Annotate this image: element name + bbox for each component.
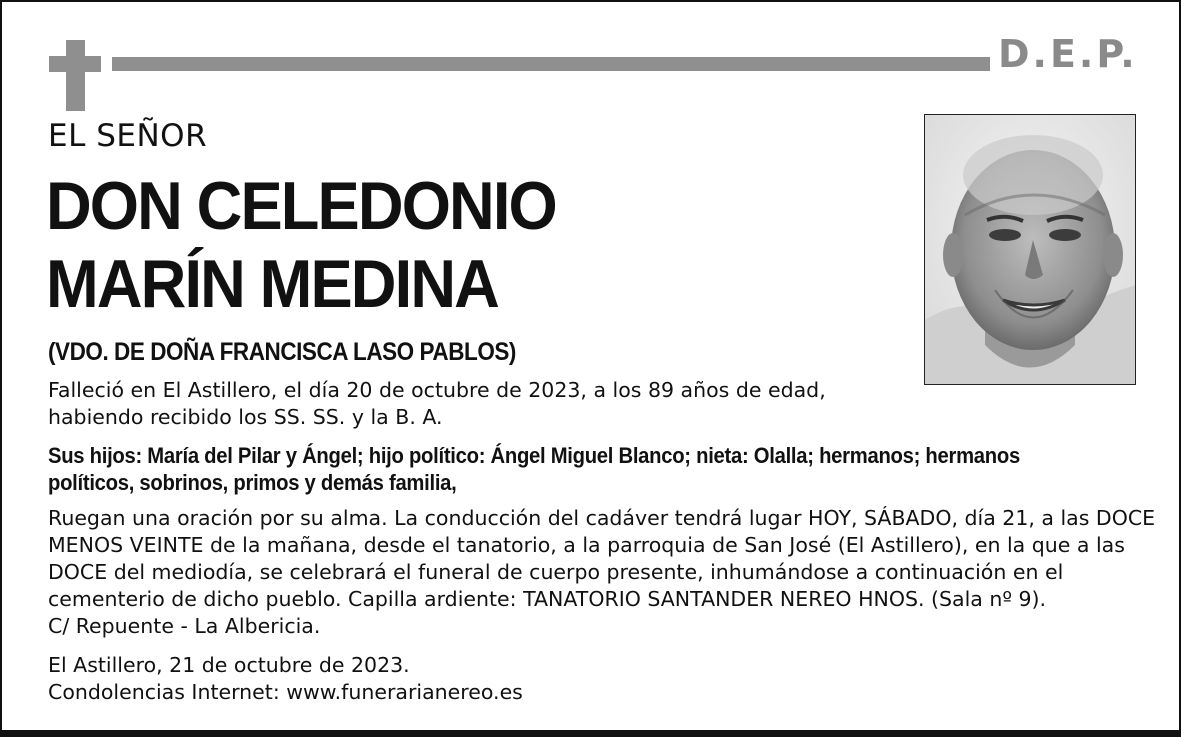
ceremony-line: DOCE del mediodía, se celebrará el funeral de cuerpo presente, inhumándose a continuación en el: [48, 560, 1064, 584]
honorific-title: EL SEÑOR: [48, 118, 208, 154]
family-line: políticos, sobrinos, primos y demás familia,: [48, 470, 457, 495]
cross-icon-bar: [49, 56, 101, 72]
deceased-name-line-2: MARÍN MEDINA: [46, 246, 498, 322]
widower-of: (VDO. DE DOÑA FRANCISCA LASO PABLOS): [48, 338, 516, 366]
ceremony-line: cementerio de dicho pueblo. Capilla ardiente: TANATORIO SANTANDER NEREO HNOS. (Sala nº 9).: [48, 587, 1047, 611]
cross-icon: [66, 40, 85, 111]
dep-label: D.E.P.: [998, 32, 1138, 76]
condolences-website: Condolencias Internet: www.funerarianereo.es: [48, 680, 523, 704]
portrait-image: [925, 115, 1136, 385]
ceremony-details: [48, 505, 1155, 640]
place-date: El Astillero, 21 de octubre de 2023.: [48, 653, 410, 677]
death-info-line: Falleció en El Astillero, el día 20 de octubre de 2023, a los 89 años de edad,: [48, 378, 826, 402]
death-info-line: habiendo recibido los SS. SS. y la B. A.: [48, 405, 443, 429]
header-rule: [112, 57, 990, 71]
ceremony-line: C/ Repuente - La Albericia.: [48, 614, 321, 638]
portrait-photo: [924, 114, 1136, 385]
family-list: [48, 442, 1020, 496]
death-info: [48, 377, 826, 431]
deceased-name-line-1: DON CELEDONIO: [46, 168, 556, 244]
closing-info: [48, 652, 523, 706]
ceremony-line: Ruegan una oración por su alma. La conducción del cadáver tendrá lugar HOY, SÁBADO, día 21, a las DOCE: [48, 506, 1156, 530]
ceremony-line: MENOS VEINTE de la mañana, desde el tanatorio, a la parroquia de San José (El Astillero), en la que a las: [48, 533, 1125, 557]
family-line: Sus hijos: María del Pilar y Ángel; hijo político: Ángel Miguel Blanco; nieta: Olalla; hermanos; hermanos: [48, 443, 1020, 468]
